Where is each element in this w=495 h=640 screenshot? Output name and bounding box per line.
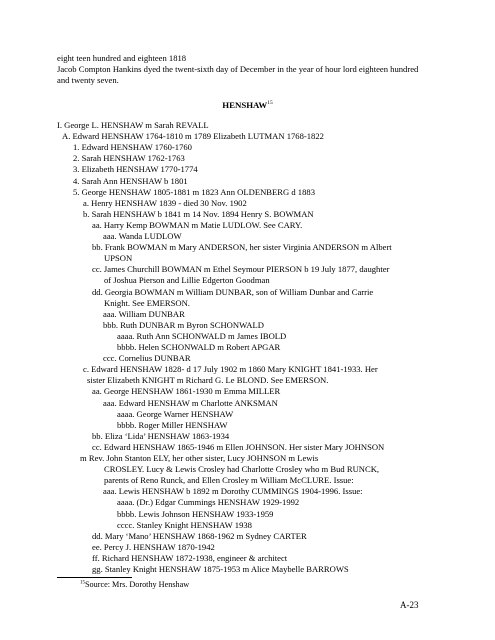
genealogy-entry: ccc. Cornelius DUNBAR (103, 353, 191, 364)
genealogy-entry: 1. Edward HENSHAW 1760-1760 (73, 142, 192, 153)
section-heading (0, 100, 495, 110)
genealogy-entry: aaa. Lewis HENSHAW b 1892 m Dorothy CUMMINGS 1904-1996. Issue: (103, 486, 363, 497)
footnote (80, 580, 189, 589)
genealogy-entry: c. Edward HENSHAW 1828- d 17 July 1902 m 1860 Mary KNIGHT 1841-1933. Her (83, 364, 378, 375)
genealogy-entry: aaaa. Ruth Ann SCHONWALD m James IBOLD (117, 330, 287, 341)
genealogy-entry: cccc. Stanley Knight HENSHAW 1938 (117, 519, 252, 530)
footnote-marker: 15 (80, 580, 85, 586)
footnote-divider (57, 577, 132, 578)
genealogy-entry: aaaa. George Warner HENSHAW (117, 408, 234, 419)
intro-line: Jacob Compton Hankins dyed the twent-sixth day of December in the year of hour lord eighteen hundred (57, 64, 419, 74)
footnote-reference: 15 (267, 100, 273, 107)
genealogy-entry: aa. George HENSHAW 1861-1930 m Emma MILLER (92, 386, 281, 397)
genealogy-entry: Knight. See EMERSON. (104, 297, 190, 308)
intro-line: eight teen hundred and eighteen 1818 (57, 53, 187, 63)
genealogy-entry: A. Edward HENSHAW 1764-1810 m 1789 Elizabeth LUTMAN 1768-1822 (62, 131, 324, 142)
genealogy-entry: bbbb. Helen SCHONWALD m Robert APGAR (117, 342, 281, 352)
genealogy-entry: bb. Eliza ‘Lida’ HENSHAW 1863-1934 (92, 430, 230, 441)
genealogy-entry: m Rev. John Stanton ELY, her other sister, Lucy JOHNSON m Lewis (80, 453, 319, 463)
intro-line: and twenty seven. (57, 75, 119, 85)
genealogy-entry: b. Sarah HENSHAW b 1841 m 14 Nov. 1894 Henry S. BOWMAN (83, 208, 314, 219)
genealogy-entry: UPSON (104, 253, 133, 264)
genealogy-entry: I. George L. HENSHAW m Sarah REVALL (57, 120, 209, 130)
genealogy-entry: aaa. William DUNBAR (103, 308, 185, 319)
genealogy-entry: bbbb. Lewis Johnson HENSHAW 1933-1959 (117, 508, 274, 519)
genealogy-entry: bbb. Ruth DUNBAR m Byron SCHONWALD (103, 319, 264, 330)
genealogy-entry: CROSLEY. Lucy & Lewis Crosley had Charlotte Crosley who m Bud RUNCK, (104, 464, 380, 475)
genealogy-entry: 4. Sarah Ann HENSHAW b 1801 (73, 175, 188, 186)
intro-paragraph (57, 53, 447, 86)
genealogy-entry: a. Henry HENSHAW 1839 - died 30 Nov. 1902 (83, 197, 247, 208)
genealogy-entry: aa. Harry Kemp BOWMAN m Matie LUDLOW. See CARY. (92, 219, 303, 230)
genealogy-entry: cc. James Churchill BOWMAN m Ethel Seymour PIERSON b 19 July 1877, daughter (92, 264, 390, 275)
genealogy-entry: 2. Sarah HENSHAW 1762-1763 (73, 153, 185, 164)
genealogy-entry: bb. Frank BOWMAN m Mary ANDERSON, her sister Virginia ANDERSON m Albert (92, 242, 392, 253)
genealogy-entry: ff. Richard HENSHAW 1872-1938, engineer & architect (92, 552, 288, 563)
genealogy-entry: bbbb. Roger Miller HENSHAW (117, 419, 228, 430)
genealogy-entry: ee. Percy J. HENSHAW 1870-1942 (92, 541, 215, 552)
genealogy-entry: parents of Reno Runck, and Ellen Crosley m William McCLURE. Issue: (104, 475, 354, 486)
genealogy-entry: of Joshua Pierson and Lillie Edgerton Goodman (104, 275, 270, 286)
genealogy-entry: sister Elizabeth KNIGHT m Richard G. Le BLOND. See EMERSON. (87, 375, 329, 386)
genealogy-entry: aaaa. (Dr.) Edgar Cummings HENSHAW 1929-1992 (117, 497, 300, 508)
genealogy-entry: dd. Georgia BOWMAN m William DUNBAR, son of William Dunbar and Carrie (92, 286, 374, 297)
genealogy-entry: aaa. Edward HENSHAW m Charlotte ANKSMAN (103, 397, 278, 408)
genealogy-entry: cc. Edward HENSHAW 1865-1946 m Ellen JOHNSON. Her sister Mary JOHNSON (92, 441, 385, 452)
footnote-text: Source: Mrs. Dorothy Henshaw (85, 580, 190, 589)
genealogy-entry: aaa. Wanda LUDLOW (103, 231, 182, 241)
genealogy-entry: dd. Mary ‘Mano’ HENSHAW 1868-1962 m Sydney CARTER (92, 530, 307, 541)
page-number: A-23 (400, 600, 419, 610)
genealogy-entry: 5. George HENSHAW 1805-1881 m 1823 Ann OLDENBERG d 1883 (73, 186, 315, 197)
genealogy-entry: gg. Stanley Knight HENSHAW 1875-1953 m Alice Maybelle BARROWS (92, 564, 349, 574)
heading-title: HENSHAW (222, 100, 268, 110)
genealogy-entry: 3. Elizabeth HENSHAW 1770-1774 (73, 164, 198, 175)
